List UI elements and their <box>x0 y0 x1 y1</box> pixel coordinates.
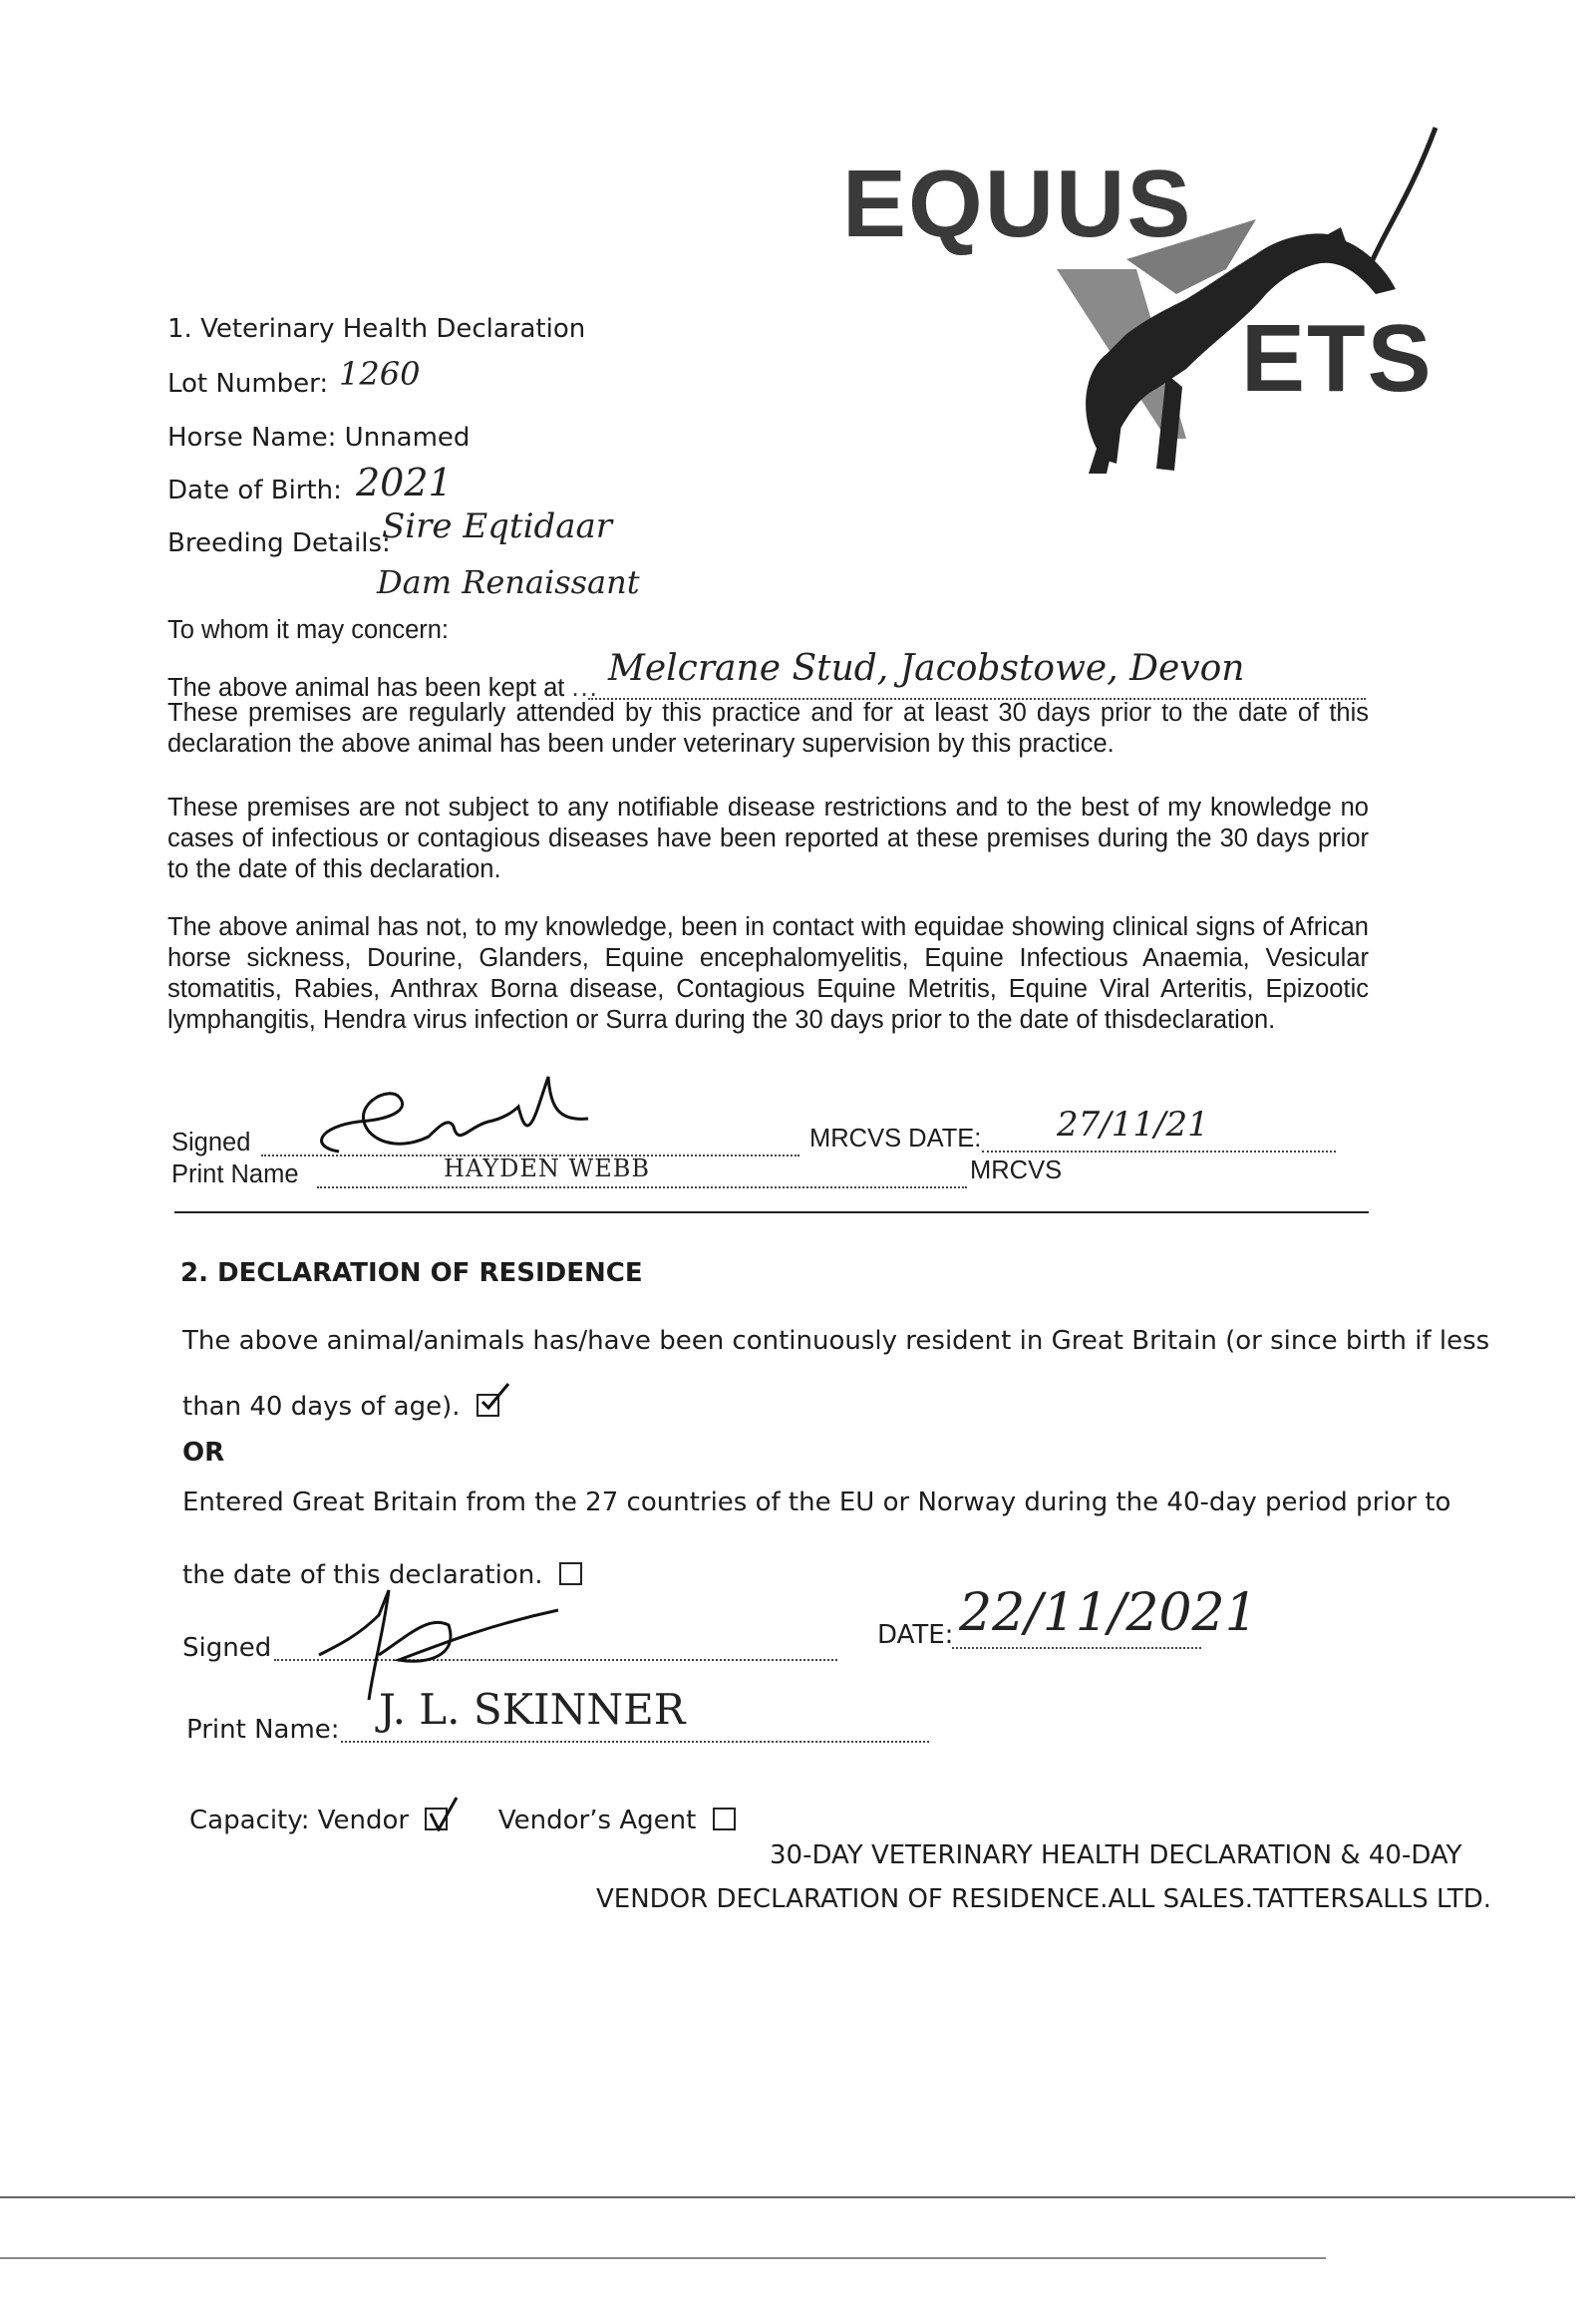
para3: The above animal has not, to my knowledge, been in contact with equidae showing clinical signs of African horse sickness, Dourine, Glanders, Equine encephalomyelitis, Equine Infectious Anaemia, Vesicular stomatitis, Rabies, Anthrax Borna disease, Contagious Equine Metritis, Equine Viral Arteritis, Epizootic lymphangitis, Hendra virus infection or Surra during the 30 days prior to the date of thisdeclaration. <box>167 913 1369 1034</box>
option1-line2-row <box>182 1392 499 1422</box>
scan-line-1 <box>0 2196 1575 2198</box>
vendor-date-label: DATE: <box>877 1620 954 1650</box>
kept-value: Melcrane Stud, Jacobstowe, Devon <box>608 648 1245 689</box>
horse-name: Horse Name: Unnamed <box>167 423 471 453</box>
vendor-print-dots <box>341 1741 929 1743</box>
check-mark-icon <box>429 1796 459 1831</box>
section-divider <box>174 1211 1369 1213</box>
vendor-checkbox[interactable] <box>425 1808 448 1830</box>
dob-label: Date of Birth: <box>167 476 342 505</box>
option1-line1: The above animal/animals has/have been continuously resident in Great Britain (or since birth if less <box>182 1326 1490 1356</box>
vet-print-name-value: HAYDEN WEBB <box>444 1155 650 1182</box>
vet-print-dots <box>317 1186 967 1188</box>
capacity-label: Capacity: Vendor <box>189 1806 410 1835</box>
mrcvs-date-label: MRCVS DATE: <box>809 1125 982 1153</box>
footer-line2: VENDOR DECLARATION OF RESIDENCE.ALL SALES.TATTERSALLS LTD. <box>596 1884 1492 1914</box>
section2-heading: 2. DECLARATION OF RESIDENCE <box>180 1258 643 1288</box>
option1-checkbox[interactable] <box>477 1394 499 1417</box>
logo-text-top: EQUUS <box>842 151 1193 257</box>
vet-signed-label: Signed <box>171 1129 251 1156</box>
dob-value: 2021 <box>356 461 453 504</box>
sire-value: Sire Eqtidaar <box>382 506 613 546</box>
agent-label: Vendor’s Agent <box>497 1806 697 1835</box>
footer-line1: 30-DAY VETERINARY HEALTH DECLARATION & 40-DAY <box>770 1840 1462 1870</box>
para1-rest: These premises are regularly attended by this practice and for at least 30 days prior to the date of this declaration the above animal has been under veterinary supervision by this practice. <box>167 699 1369 758</box>
dam-value: Dam Renaissant <box>377 563 640 601</box>
para2: These premises are not subject to any notifiable disease restrictions and to the best of my knowledge no cases of infectious or contagious diseases have been reported at these premises during the 30 days prior to the date of this declaration. <box>167 794 1369 883</box>
mrcvs-label: MRCVS <box>970 1156 1063 1184</box>
vendor-date-value: 22/11/2021 <box>959 1583 1258 1643</box>
logo-text-bottom: ETS <box>1241 305 1434 412</box>
section1-heading: 1. Veterinary Health Declaration <box>167 314 586 344</box>
vendor-signed-label: Signed <box>182 1633 272 1663</box>
vet-signature <box>289 1067 628 1166</box>
lot-label: Lot Number: <box>167 369 329 399</box>
vendor-print-name-label: Print Name: <box>186 1715 340 1745</box>
mrcvs-date-value: 27/11/21 <box>1057 1105 1209 1145</box>
check-mark-icon <box>480 1382 510 1412</box>
vendor-print-name-value: J. L. SKINNER <box>379 1685 686 1734</box>
or-label: OR <box>182 1438 225 1468</box>
vendor-date-dots <box>952 1647 1201 1649</box>
dotted-leader: ... <box>571 674 599 702</box>
lot-value: 1260 <box>339 355 421 393</box>
option2-line2: the date of this declaration. <box>182 1560 543 1590</box>
scan-line-2 <box>0 2257 1326 2259</box>
agent-checkbox[interactable] <box>713 1808 736 1830</box>
kept-prefix: The above animal has been kept at <box>167 674 565 702</box>
option2-checkbox[interactable] <box>559 1562 582 1585</box>
capacity-row <box>189 1806 736 1835</box>
vet-print-name-label: Print Name <box>171 1160 299 1188</box>
salutation: To whom it may concern: <box>167 616 450 644</box>
option2-line1: Entered Great Britain from the 27 countries of the EU or Norway during the 40-day period prior to <box>182 1487 1451 1517</box>
breeding-label: Breeding Details: <box>167 528 391 558</box>
mrcvs-date-dots <box>982 1151 1336 1153</box>
option1-line2: than 40 days of age). <box>182 1392 461 1422</box>
